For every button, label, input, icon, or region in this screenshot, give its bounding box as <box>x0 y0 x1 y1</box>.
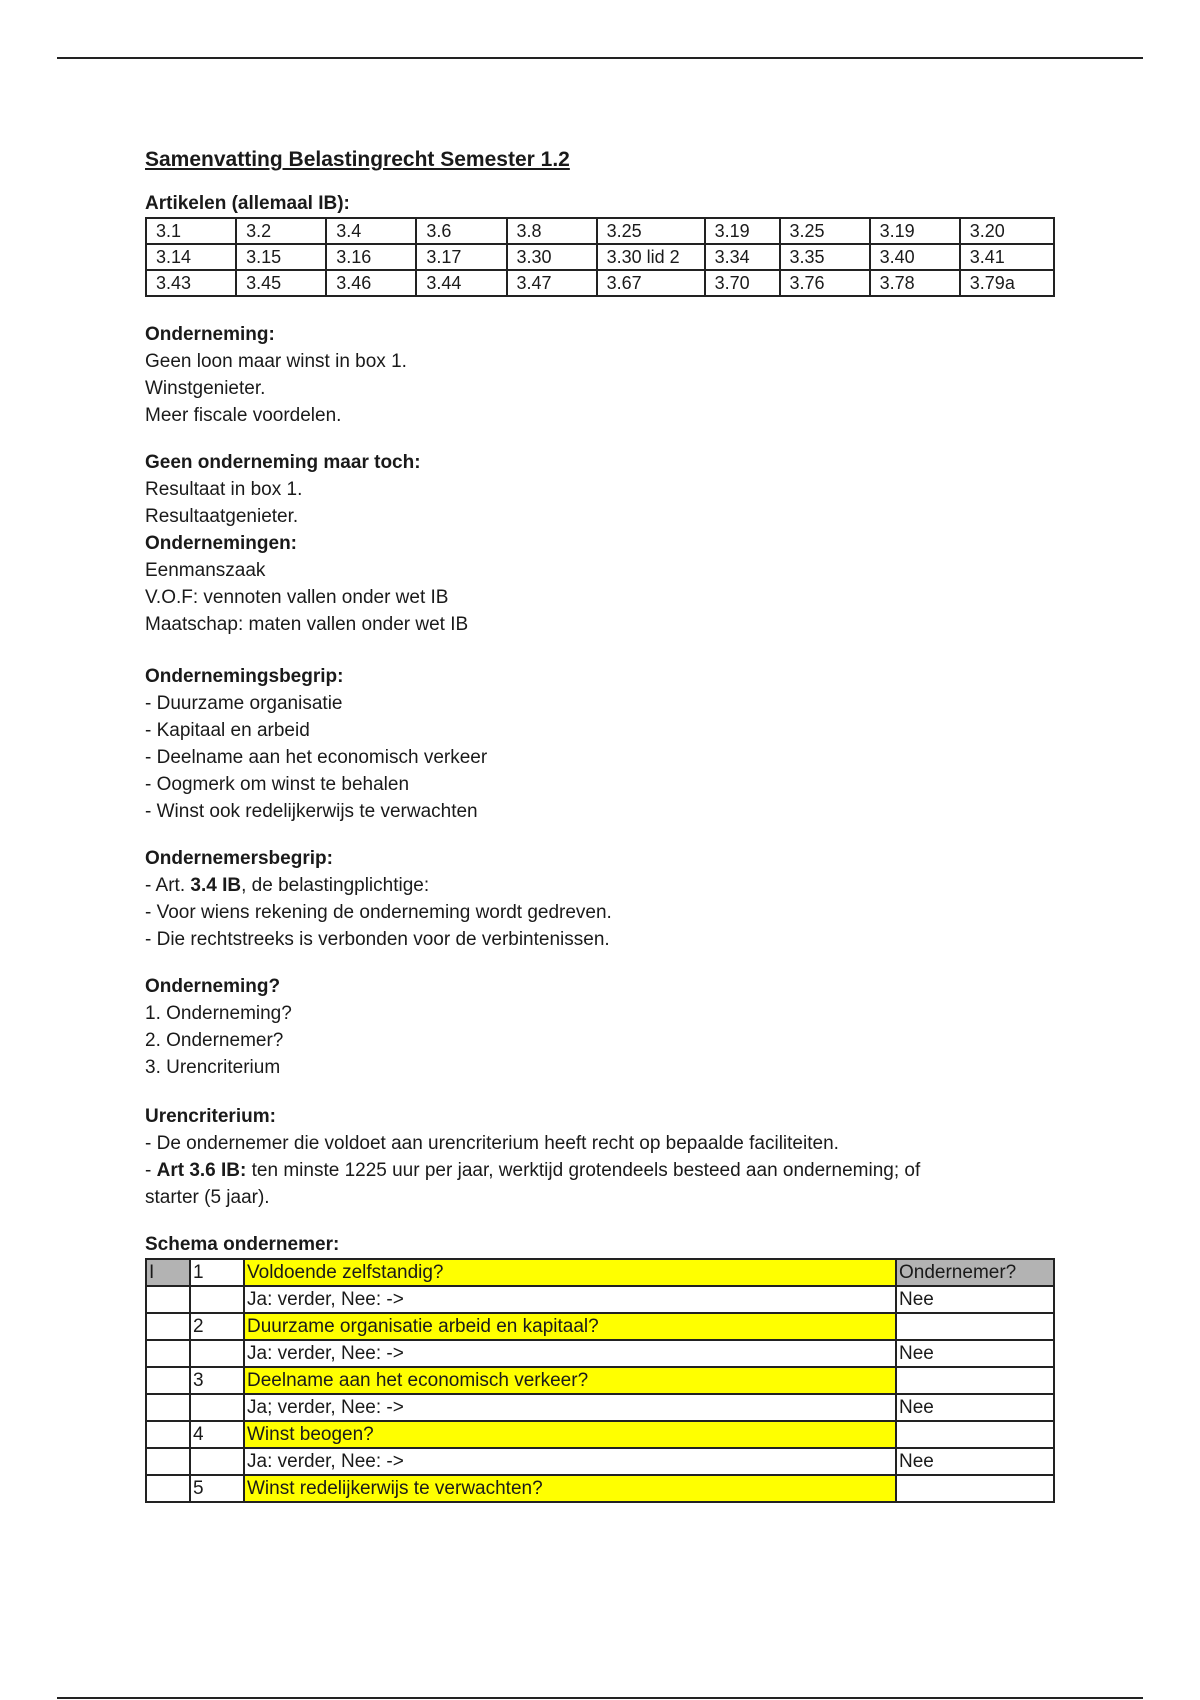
geen-onderneming-heading: Geen onderneming maar toch: <box>145 452 421 473</box>
table-cell: 3.34 <box>705 244 780 270</box>
schema-table <box>145 1258 1055 1503</box>
list-item: - Duurzame organisatie <box>145 693 343 714</box>
schema-cell: 3 <box>190 1367 244 1394</box>
table-cell: 3.2 <box>236 218 326 244</box>
schema-cell <box>190 1394 244 1421</box>
table-row <box>146 1340 1054 1367</box>
document-body <box>145 140 1065 1503</box>
table-cell: 3.16 <box>326 244 416 270</box>
table-cell: 3.44 <box>416 270 506 296</box>
list-item: Geen loon maar winst in box 1. <box>145 351 407 372</box>
onderneming-heading: Onderneming: <box>145 324 275 345</box>
table-row <box>146 270 1054 296</box>
schema-answer: Ja: verder, Nee: -> <box>244 1286 896 1313</box>
list-item: Meer fiscale voordelen. <box>145 405 342 426</box>
table-row <box>146 1367 1054 1394</box>
list-item: Maatschap: maten vallen onder wet IB <box>145 614 469 635</box>
table-cell: 3.45 <box>236 270 326 296</box>
schema-cell: 2 <box>190 1313 244 1340</box>
schema-cell: 5 <box>190 1475 244 1502</box>
list-item: - Kapitaal en arbeid <box>145 720 310 741</box>
table-cell: 3.67 <box>597 270 705 296</box>
list-item: starter (5 jaar). <box>145 1187 270 1208</box>
schema-cell <box>190 1448 244 1475</box>
table-cell: 3.19 <box>705 218 780 244</box>
schema-cell: 1 <box>190 1259 244 1286</box>
table-cell: 3.78 <box>870 270 960 296</box>
schema-heading: Schema ondernemer: <box>145 1234 340 1255</box>
list-item: - Deelname aan het economisch verkeer <box>145 747 488 768</box>
table-row <box>146 1421 1054 1448</box>
table-cell: 3.4 <box>326 218 416 244</box>
schema-question: Winst redelijkerwijs te verwachten? <box>244 1475 896 1502</box>
list-item: - Voor wiens rekening de onderneming wordt gedreven. <box>145 902 612 923</box>
articles-section <box>145 190 1065 297</box>
table-cell: 3.6 <box>416 218 506 244</box>
schema-cell: 4 <box>190 1421 244 1448</box>
table-cell: 3.43 <box>146 270 236 296</box>
schema-header-row <box>146 1259 1054 1286</box>
schema-result <box>896 1313 1054 1340</box>
schema-cell <box>146 1475 190 1502</box>
table-cell: 3.30 lid 2 <box>597 244 705 270</box>
table-cell: 3.25 <box>780 218 870 244</box>
list-item: 2. Ondernemer? <box>145 1030 284 1051</box>
text-span: ten minste 1225 uur per jaar, werktijd grotendeels besteed aan onderneming; of <box>246 1160 921 1181</box>
table-cell: 3.14 <box>146 244 236 270</box>
table-row <box>146 244 1054 270</box>
schema-answer: Ja: verder, Nee: -> <box>244 1448 896 1475</box>
ondernemersbegrip-section <box>145 845 1065 953</box>
urencriterium-section <box>145 1103 1065 1211</box>
ondernemingsbegrip-section <box>145 663 1065 825</box>
table-cell: 3.25 <box>597 218 705 244</box>
schema-result <box>896 1475 1054 1502</box>
ondernemingen-heading: Ondernemingen: <box>145 533 298 554</box>
schema-cell <box>146 1340 190 1367</box>
list-item: Resultaatgenieter. <box>145 506 299 527</box>
schema-cell <box>146 1367 190 1394</box>
ondernemersbegrip-heading: Ondernemersbegrip: <box>145 848 333 869</box>
schema-question: Winst beogen? <box>244 1421 896 1448</box>
schema-result <box>896 1367 1054 1394</box>
ondernemingsbegrip-heading: Ondernemingsbegrip: <box>145 666 344 687</box>
table-cell: 3.20 <box>960 218 1054 244</box>
schema-section <box>145 1231 1065 1503</box>
table-cell: 3.40 <box>870 244 960 270</box>
page-title: Samenvatting Belastingrecht Semester 1.2 <box>145 148 570 171</box>
list-item: Eenmanszaak <box>145 560 266 581</box>
text-span: - Art. <box>145 875 191 896</box>
schema-result: Nee <box>896 1394 1054 1421</box>
table-row <box>146 218 1054 244</box>
geen-onderneming-section <box>145 449 1065 530</box>
list-item: V.O.F: vennoten vallen onder wet IB <box>145 587 449 608</box>
schema-cell <box>146 1286 190 1313</box>
list-item: 3. Urencriterium <box>145 1057 281 1078</box>
schema-question: Voldoende zelfstandig? <box>244 1259 896 1286</box>
table-cell: 3.15 <box>236 244 326 270</box>
schema-cell <box>190 1340 244 1367</box>
table-cell: 3.19 <box>870 218 960 244</box>
onderneming-vraag-heading: Onderneming? <box>145 976 281 997</box>
schema-cell <box>146 1448 190 1475</box>
table-cell: 3.76 <box>780 270 870 296</box>
table-row <box>146 1313 1054 1340</box>
list-item: Winstgenieter. <box>145 378 266 399</box>
schema-question: Deelname aan het economisch verkeer? <box>244 1367 896 1394</box>
onderneming-section <box>145 321 1065 429</box>
schema-result-header: Ondernemer? <box>896 1259 1054 1286</box>
schema-cell <box>146 1421 190 1448</box>
table-cell: 3.17 <box>416 244 506 270</box>
list-item: Resultaat in box 1. <box>145 479 303 500</box>
text-span: - <box>145 1160 157 1181</box>
schema-cell <box>146 1313 190 1340</box>
schema-result: Nee <box>896 1286 1054 1313</box>
list-item <box>145 1157 1065 1184</box>
schema-result: Nee <box>896 1340 1054 1367</box>
table-cell: 3.47 <box>507 270 597 296</box>
table-cell: 3.79a <box>960 270 1054 296</box>
schema-result: Nee <box>896 1448 1054 1475</box>
schema-cell: I <box>146 1259 190 1286</box>
list-item: - De ondernemer die voldoet aan urencriterium heeft recht op bepaalde faciliteiten. <box>145 1133 839 1154</box>
schema-result <box>896 1421 1054 1448</box>
table-row <box>146 1394 1054 1421</box>
table-row <box>146 1448 1054 1475</box>
list-item: - Winst ook redelijkerwijs te verwachten <box>145 801 478 822</box>
table-cell: 3.41 <box>960 244 1054 270</box>
table-cell: 3.70 <box>705 270 780 296</box>
articles-heading: Artikelen (allemaal IB): <box>145 193 350 214</box>
list-item <box>145 872 1065 899</box>
bottom-rule <box>57 1697 1143 1699</box>
table-cell: 3.30 <box>507 244 597 270</box>
top-rule <box>57 57 1143 59</box>
table-row <box>146 1475 1054 1502</box>
schema-answer: Ja; verder, Nee: -> <box>244 1394 896 1421</box>
table-row <box>146 1286 1054 1313</box>
articles-table <box>145 217 1055 297</box>
table-cell: 3.1 <box>146 218 236 244</box>
list-item: - Die rechtstreeks is verbonden voor de verbintenissen. <box>145 929 610 950</box>
list-item: 1. Onderneming? <box>145 1003 292 1024</box>
schema-cell <box>190 1286 244 1313</box>
text-span: , de belastingplichtige: <box>241 875 430 896</box>
schema-question: Duurzame organisatie arbeid en kapitaal? <box>244 1313 896 1340</box>
bold-article-ref: 3.4 IB <box>190 875 242 896</box>
table-cell: 3.35 <box>780 244 870 270</box>
bold-article-ref: Art 3.6 IB: <box>156 1160 247 1181</box>
list-item: - Oogmerk om winst te behalen <box>145 774 410 795</box>
ondernemingen-section <box>145 530 1065 638</box>
urencriterium-heading: Urencriterium: <box>145 1106 276 1127</box>
schema-answer: Ja: verder, Nee: -> <box>244 1340 896 1367</box>
table-cell: 3.46 <box>326 270 416 296</box>
table-cell: 3.8 <box>507 218 597 244</box>
onderneming-vraag-section <box>145 973 1065 1081</box>
schema-cell <box>146 1394 190 1421</box>
